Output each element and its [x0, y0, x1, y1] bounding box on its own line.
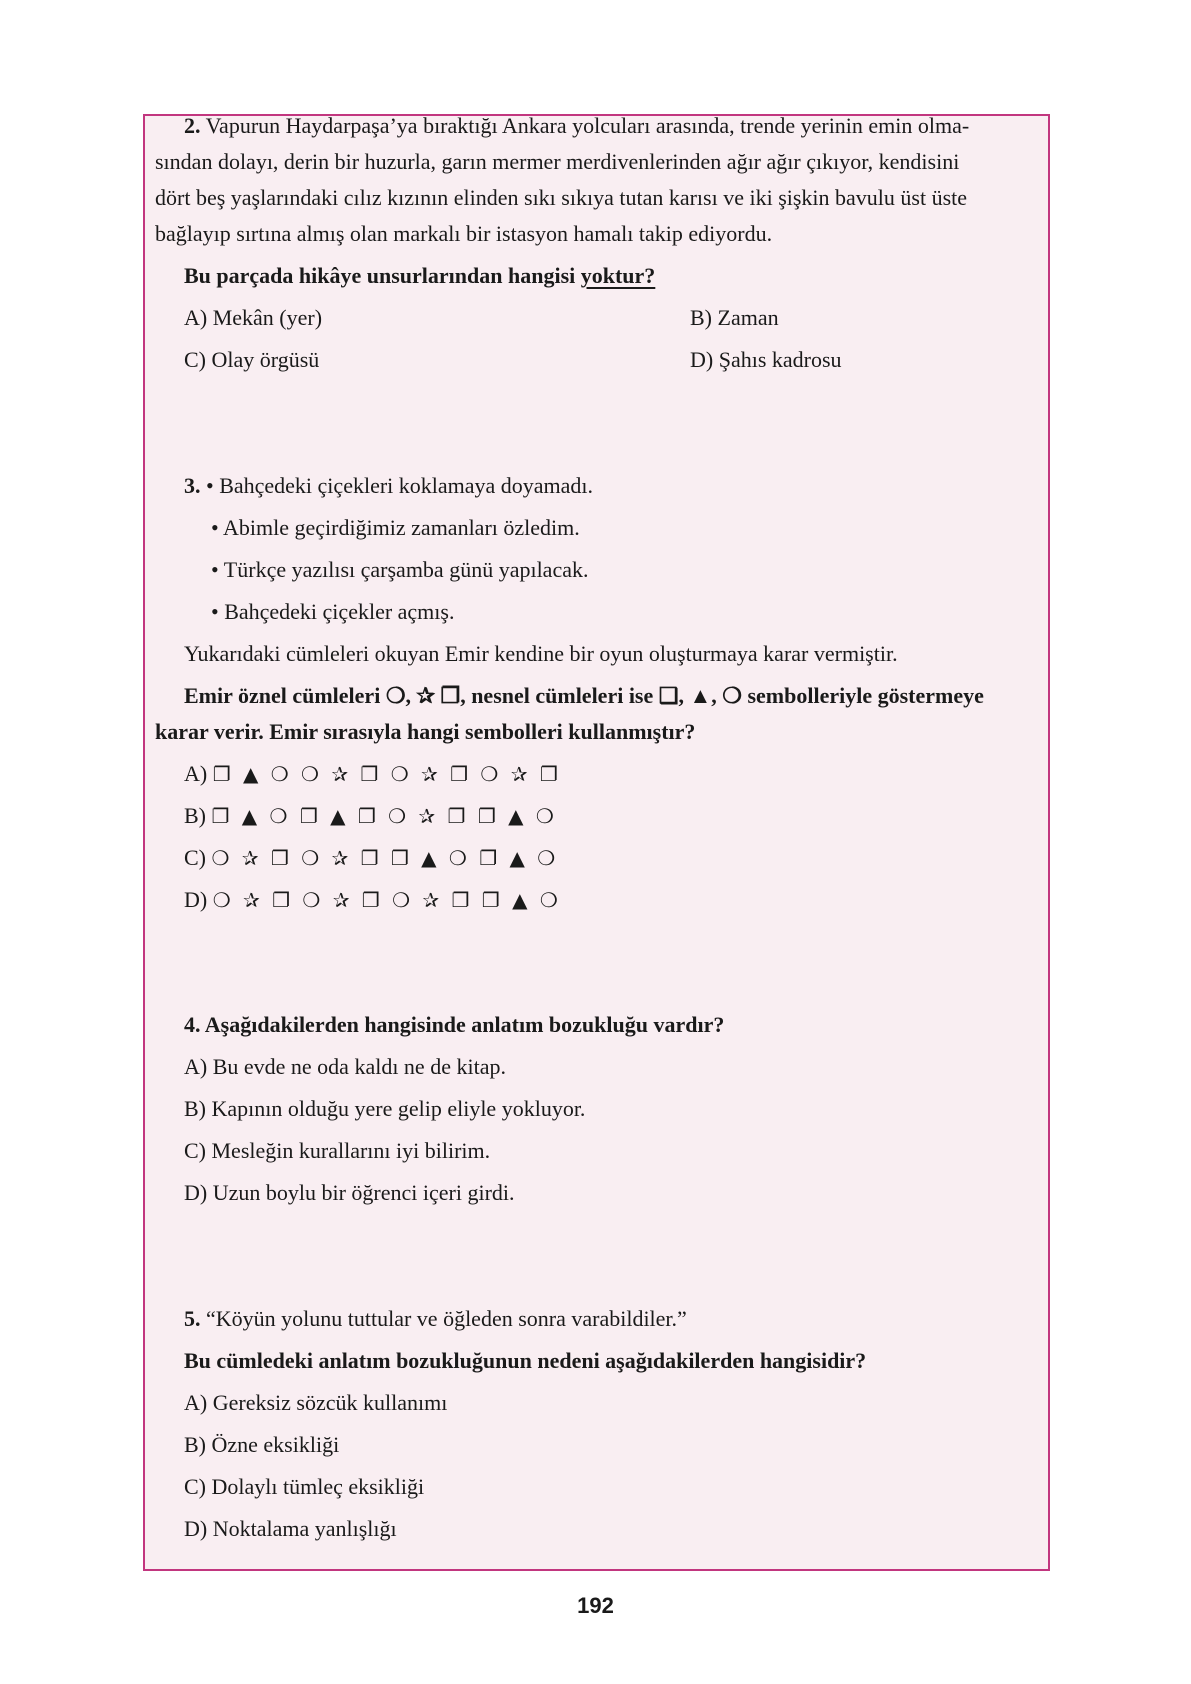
q3-number: 3.: [184, 473, 201, 498]
q3-question-line-1: Emir öznel cümleleri ❍, ✰ ❐, nesnel cümleleri ise ❑, ▲, ❍ sembolleriyle göstermeye: [184, 683, 984, 708]
q3-option-d-symbols: ❍ ✰ ❐ ❍ ✰ ❐ ❍ ✰ ❐ ❐ ▲ ❍: [212, 888, 561, 912]
q2-option-b[interactable]: B) Zaman: [690, 305, 779, 330]
q4-option-d[interactable]: D) Uzun boylu bir öğrenci içeri girdi.: [184, 1180, 515, 1205]
q3-option-a-symbols: ❐ ▲ ❍ ❍ ✰ ❐ ❍ ✰ ❐ ❍ ✰ ❐: [212, 762, 561, 786]
q2-text-1: Vapurun Haydarpaşa’ya bıraktığı Ankara yolcuları arasında, trende yerinin emin olma-: [205, 113, 970, 138]
q4-option-a[interactable]: A) Bu evde ne oda kaldı ne de kitap.: [184, 1054, 506, 1079]
q4-option-b[interactable]: B) Kapının olduğu yere gelip eliyle yokluyor.: [184, 1096, 586, 1121]
q3-option-a[interactable]: [184, 760, 561, 788]
q4-option-c[interactable]: C) Mesleğin kurallarını iyi bilirim.: [184, 1138, 491, 1163]
q5-option-b[interactable]: B) Özne eksikliği: [184, 1432, 340, 1457]
q3-option-d[interactable]: [184, 886, 561, 914]
q2-question-underlined: yoktur?: [580, 263, 656, 288]
q3-option-b-symbols: ❐ ▲ ❍ ❐ ▲ ❐ ❍ ✰ ❐ ❐ ▲ ❍: [211, 804, 557, 828]
q5-option-a[interactable]: A) Gereksiz sözcük kullanımı: [184, 1390, 448, 1415]
page-number: 192: [577, 1593, 614, 1618]
q3-option-b[interactable]: [184, 802, 557, 830]
q2-number: 2.: [184, 113, 201, 138]
q3-option-b-label: B): [184, 803, 206, 828]
q5-option-d[interactable]: D) Noktalama yanlışlığı: [184, 1516, 397, 1541]
q5-quote-line: [184, 1305, 687, 1333]
q2-question-text: Bu parçada hikâye unsurlarından hangisi: [184, 263, 581, 288]
q3-option-c-symbols: ❍ ✰ ❐ ❍ ✰ ❐ ❐ ▲ ❍ ❐ ▲ ❍: [211, 846, 559, 870]
q3-intro: Yukarıdaki cümleleri okuyan Emir kendine bir oyun oluşturmaya karar vermiştir.: [184, 641, 898, 666]
q3-option-c[interactable]: [184, 844, 558, 872]
q4-question-text: Aşağıdakilerden hangisinde anlatım bozukluğu vardır?: [204, 1012, 725, 1037]
q5-question: Bu cümledeki anlatım bozukluğunun nedeni aşağıdakilerden hangisidir?: [184, 1348, 867, 1373]
q3-bullet-1: • Bahçedeki çiçekleri koklamaya doyamadı.: [206, 473, 594, 498]
q2-option-a[interactable]: A) Mekân (yer): [184, 305, 323, 330]
q4-question: [184, 1011, 724, 1039]
q3-option-d-label: D): [184, 887, 208, 912]
q3-bullet-2: • Abimle geçirdiğimiz zamanları özledim.: [211, 515, 580, 540]
q2-line-2: sından dolayı, derin bir huzurla, garın mermer merdivenlerinden ağır ağır çıkıyor, kendisini: [155, 149, 960, 174]
q5-quote: “Köyün yolunu tuttular ve öğleden sonra varabildiler.”: [206, 1306, 687, 1331]
q3-option-c-label: C): [184, 845, 206, 870]
q2-line-1: [184, 112, 969, 140]
q2-option-c[interactable]: C) Olay örgüsü: [184, 347, 320, 372]
q5-number: 5.: [184, 1306, 201, 1331]
q3-bullet-3: • Türkçe yazılısı çarşamba günü yapılacak.: [211, 557, 589, 582]
q3-bullet-4: • Bahçedeki çiçekler açmış.: [211, 599, 455, 624]
q5-option-c[interactable]: C) Dolaylı tümleç eksikliği: [184, 1474, 425, 1499]
q3-option-a-label: A): [184, 761, 208, 786]
q3-line-1: [184, 472, 593, 500]
q2-line-3: dört beş yaşlarındaki cılız kızının elinden sıkı sıkıya tutan karısı ve iki şişkin bavulu üst üste: [155, 185, 968, 210]
q3-question-line-2: karar verir. Emir sırasıyla hangi sembolleri kullanmıştır?: [155, 719, 696, 744]
q2-question: [184, 262, 655, 290]
q2-line-4: bağlayıp sırtına almış olan markalı bir istasyon hamalı takip ediyordu.: [155, 221, 773, 246]
q2-option-d[interactable]: D) Şahıs kadrosu: [690, 347, 842, 372]
q4-number: 4.: [184, 1012, 201, 1037]
